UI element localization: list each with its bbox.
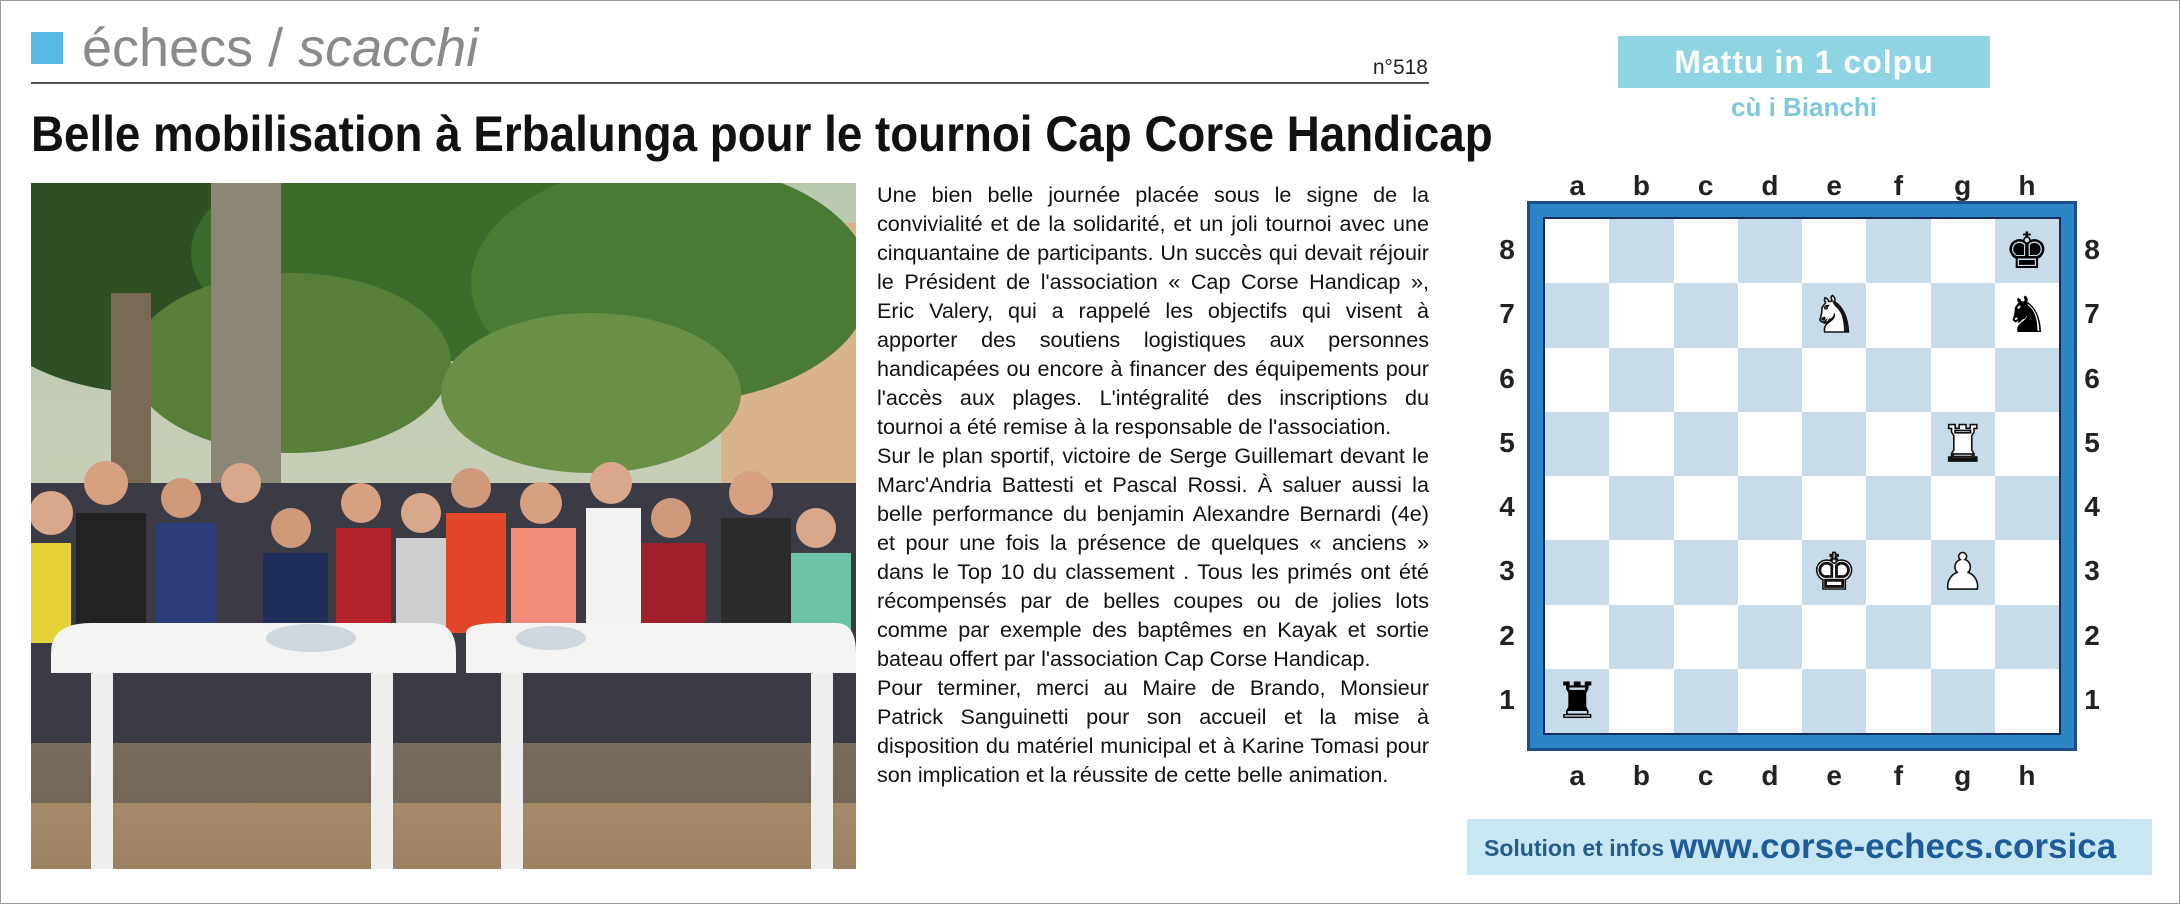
square-g2 — [1931, 605, 1995, 669]
puzzle-title: Mattu in 1 colpu — [1618, 36, 1990, 88]
rank-label-4: 4 — [2084, 491, 2100, 523]
white-pawn-icon: ♟ — [1940, 543, 1986, 602]
rank-label-7: 7 — [1499, 298, 1515, 330]
section-title — [82, 18, 478, 78]
file-label-c: c — [1697, 760, 1714, 791]
square-c6 — [1674, 348, 1738, 412]
rank-label-6: 6 — [2084, 362, 2100, 394]
rank-label-3: 3 — [2084, 555, 2100, 587]
square-c3 — [1674, 540, 1738, 604]
square-d8 — [1738, 219, 1802, 283]
square-e2 — [1802, 605, 1866, 669]
square-b4 — [1609, 476, 1673, 540]
square-f8 — [1866, 219, 1930, 283]
rank-label-2: 2 — [1499, 619, 1515, 651]
square-f2 — [1866, 605, 1930, 669]
file-label-d: d — [1761, 760, 1779, 791]
square-f1 — [1866, 669, 1930, 733]
file-label-e: e — [1826, 170, 1842, 201]
solution-link[interactable]: www.corse-echecs.corsica — [1670, 827, 2117, 866]
square-f7 — [1866, 283, 1930, 347]
square-b7 — [1609, 283, 1673, 347]
article-body — [877, 180, 1429, 789]
square-e8 — [1802, 219, 1866, 283]
rank-label-1: 1 — [2084, 683, 2100, 715]
rank-label-4: 4 — [1499, 491, 1515, 523]
file-label-a: a — [1569, 170, 1585, 201]
file-label-f: f — [1893, 760, 1904, 791]
white-knight-icon: ♞ — [1811, 286, 1857, 345]
file-label-h: h — [2018, 170, 2036, 201]
square-a2 — [1545, 605, 1609, 669]
article-paragraph: Une bien belle journée placée sous le signe de la convivialité et de la solidarité, et un joli tournoi avec une cinquantaine de participants. Un succès qui devait réjouir le Président de l'association « Cap Corse Handicap », Eric Valery, qui a rappelé les objectifs qui visent à apporter des soutiens logistiques aux personnes handicapées ou encore à financer des équipements pour l'accès aux plages. L'intégralité des inscriptions du tournoi a été remise à la responsable de l'association. — [877, 182, 1429, 439]
square-d7 — [1738, 283, 1802, 347]
square-e3 — [1802, 540, 1866, 604]
rank-label-8: 8 — [1499, 234, 1515, 266]
section-rule — [31, 82, 1429, 84]
rank-label-6: 6 — [1499, 362, 1515, 394]
solution-banner — [1467, 819, 2152, 875]
file-label-g: g — [1954, 170, 1972, 201]
square-e1 — [1802, 669, 1866, 733]
file-label-a: a — [1569, 760, 1585, 791]
black-king-icon: ♚ — [2004, 222, 2050, 281]
square-c4 — [1674, 476, 1738, 540]
square-h5 — [1995, 412, 2059, 476]
square-a7 — [1545, 283, 1609, 347]
white-rook-icon: ♜ — [1940, 414, 1986, 473]
section-title-co: scacchi — [298, 18, 479, 78]
rank-label-2: 2 — [2084, 619, 2100, 651]
file-label-f: f — [1893, 170, 1904, 201]
square-c8 — [1674, 219, 1738, 283]
issue-number: n°518 — [1372, 56, 1428, 79]
rank-label-8: 8 — [2084, 234, 2100, 266]
square-a4 — [1545, 476, 1609, 540]
file-label-e: e — [1826, 760, 1842, 791]
rank-label-3: 3 — [1499, 555, 1515, 587]
black-rook-icon: ♜ — [1554, 671, 1600, 730]
square-a1 — [1545, 669, 1609, 733]
file-label-h: h — [2018, 760, 2036, 791]
square-e7 — [1802, 283, 1866, 347]
section-separator: / — [253, 18, 299, 78]
file-label-b: b — [1632, 170, 1650, 201]
square-c1 — [1674, 669, 1738, 733]
headline: Belle mobilisation à Erbalunga pour le tournoi Cap Corse Handicap — [31, 106, 1493, 162]
puzzle-subtitle: cù i Bianchi — [1731, 92, 1877, 122]
square-h3 — [1995, 540, 2059, 604]
section-square-icon — [31, 32, 63, 64]
square-g1 — [1931, 669, 1995, 733]
square-h4 — [1995, 476, 2059, 540]
rank-label-5: 5 — [1499, 426, 1515, 458]
square-b1 — [1609, 669, 1673, 733]
square-b3 — [1609, 540, 1673, 604]
square-e5 — [1802, 412, 1866, 476]
square-d1 — [1738, 669, 1802, 733]
square-g5 — [1931, 412, 1995, 476]
article-paragraph: Pour terminer, merci au Maire de Brando, Monsieur Patrick Sanguinetti pour son accueil et la mise à disposition du matériel municipal et à Karine Tomasi pour son implication et la réussite de cette belle animation. — [877, 675, 1429, 787]
square-d2 — [1738, 605, 1802, 669]
square-f4 — [1866, 476, 1930, 540]
file-label-b: b — [1632, 760, 1650, 791]
square-a8 — [1545, 219, 1609, 283]
square-a5 — [1545, 412, 1609, 476]
square-d3 — [1738, 540, 1802, 604]
section-title-fr: échecs — [82, 18, 254, 78]
white-king-icon: ♚ — [1811, 543, 1857, 602]
square-d5 — [1738, 412, 1802, 476]
square-f3 — [1866, 540, 1930, 604]
square-e4 — [1802, 476, 1866, 540]
chessboard — [1545, 219, 2059, 733]
square-g7 — [1931, 283, 1995, 347]
square-h1 — [1995, 669, 2059, 733]
square-a3 — [1545, 540, 1609, 604]
file-label-g: g — [1954, 760, 1972, 791]
square-c5 — [1674, 412, 1738, 476]
file-label-c: c — [1697, 170, 1714, 201]
square-h7 — [1995, 283, 2059, 347]
square-e6 — [1802, 348, 1866, 412]
square-b5 — [1609, 412, 1673, 476]
square-g3 — [1931, 540, 1995, 604]
square-f5 — [1866, 412, 1930, 476]
square-c7 — [1674, 283, 1738, 347]
rank-label-5: 5 — [2084, 426, 2100, 458]
square-a6 — [1545, 348, 1609, 412]
square-c2 — [1674, 605, 1738, 669]
file-label-d: d — [1761, 170, 1779, 201]
group-photo-image — [31, 183, 856, 869]
square-d4 — [1738, 476, 1802, 540]
square-d6 — [1738, 348, 1802, 412]
square-g8 — [1931, 219, 1995, 283]
article-paragraph: Sur le plan sportif, victoire de Serge Guillemart devant le Marc'Andria Battesti et Pascal Rossi. À saluer aussi la belle performance du benjamin Alexandre Bernardi (4e) et pour une fois la présence de quelques « anciens » dans le Top 10 du classement . Tous les primés ont été récompensés par de belles coupes ou de jolies lots comme par exemple des baptêmes en Kayak et sortie bateau offert par l'association Cap Corse Handicap. — [877, 443, 1429, 671]
square-g6 — [1931, 348, 1995, 412]
square-b8 — [1609, 219, 1673, 283]
square-h6 — [1995, 348, 2059, 412]
square-f6 — [1866, 348, 1930, 412]
rank-label-7: 7 — [2084, 298, 2100, 330]
rank-label-1: 1 — [1499, 683, 1515, 715]
black-knight-icon: ♞ — [2004, 286, 2050, 345]
solution-label: Solution et infos — [1484, 835, 1665, 861]
square-h8 — [1995, 219, 2059, 283]
square-g4 — [1931, 476, 1995, 540]
square-b6 — [1609, 348, 1673, 412]
square-b2 — [1609, 605, 1673, 669]
square-h2 — [1995, 605, 2059, 669]
